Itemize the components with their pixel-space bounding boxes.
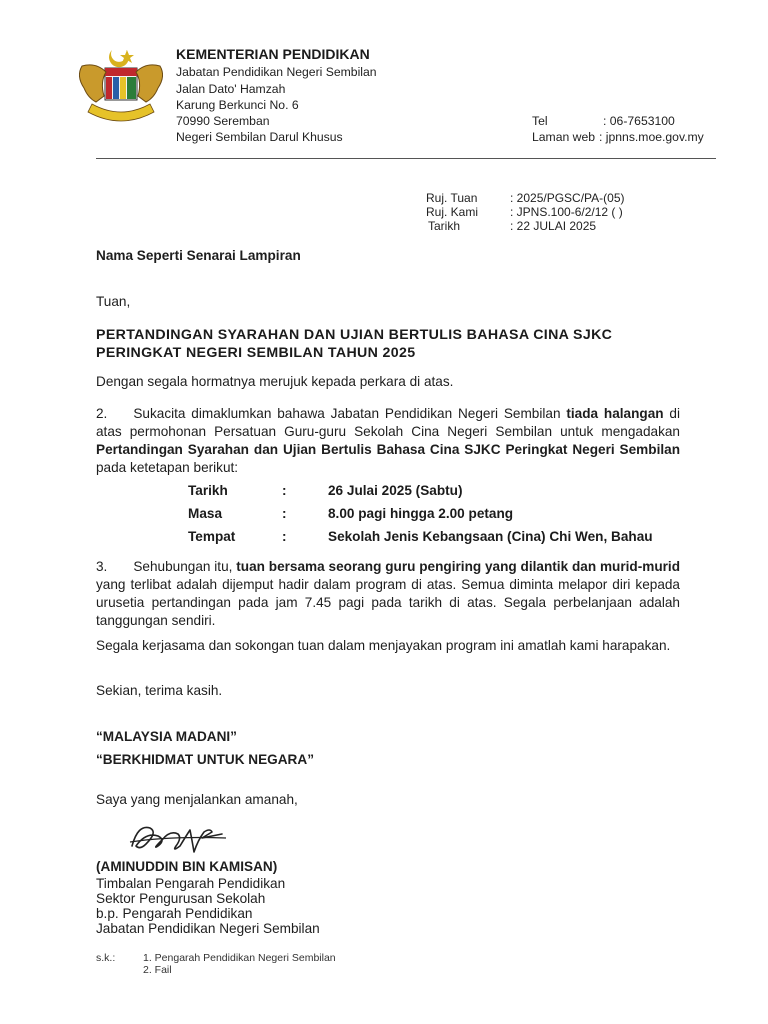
tel-value: : 06-7653100 bbox=[603, 114, 675, 128]
signatory-title: Sektor Pengurusan Sekolah bbox=[96, 891, 266, 906]
detail-label-tempat: Tempat bbox=[188, 529, 236, 544]
paragraph-4: Segala kerjasama dan sokongan tuan dalam menjayakan program ini amatlah kami harapakan. bbox=[96, 638, 671, 653]
signatory-title: Jabatan Pendidikan Negeri Sembilan bbox=[96, 921, 320, 936]
motto-1: “MALAYSIA MADANI” bbox=[96, 729, 237, 744]
detail-value-tarikh: 26 Julai 2025 (Sabtu) bbox=[328, 483, 463, 498]
address-line: 70990 Seremban bbox=[176, 114, 270, 128]
ruj-tuan-value: : 2025/PGSC/PA-(05) bbox=[510, 191, 625, 205]
ruj-kami-label: Ruj. Kami bbox=[426, 205, 479, 219]
subject-title bbox=[96, 326, 680, 362]
recipient: Nama Seperti Senarai Lampiran bbox=[96, 248, 301, 263]
tarikh-value: : 22 JULAI 2025 bbox=[510, 219, 597, 233]
web-value: : jpnns.moe.gov.my bbox=[599, 130, 704, 144]
sk-item: 1. Pengarah Pendidikan Negeri Sembilan bbox=[143, 952, 336, 964]
salutation: Tuan, bbox=[96, 294, 131, 309]
para-text: di atas permohonan Persatuan Guru-guru Sekolah Cina Negeri Sembilan untuk mengadakan bbox=[96, 406, 680, 439]
para-number: 3. bbox=[96, 559, 108, 574]
closing: Sekian, terima kasih. bbox=[96, 683, 223, 698]
paragraph-1: Dengan segala hormatnya merujuk kepada perkara di atas. bbox=[96, 374, 454, 389]
signatory-name: (AMINUDDIN BIN KAMISAN) bbox=[96, 859, 278, 874]
para-bold: tuan bersama seorang guru pengiring yang dilantik dan murid-murid bbox=[236, 559, 681, 574]
para-text: yang terlibat adalah dijemput hadir dalam program di atas. Semua diminta melapor diri kepada urusetia pertandingan pada jam 7.45 pagi pada tarikh di atas. Segala perbelanjaan adalah tanggungan sendiri. bbox=[96, 577, 680, 628]
detail-label-masa: Masa bbox=[188, 506, 223, 521]
detail-sep: : bbox=[282, 483, 287, 498]
para-bold: tiada halangan bbox=[566, 406, 664, 421]
address-line: Jabatan Pendidikan Negeri Sembilan bbox=[176, 65, 377, 79]
detail-value-tempat: Sekolah Jenis Kebangsaan (Cina) Chi Wen, Bahau bbox=[328, 529, 653, 544]
ruj-kami-value: : JPNS.100-6/2/12 ( ) bbox=[510, 205, 623, 219]
tel-label: Tel bbox=[532, 114, 548, 128]
paragraph-3 bbox=[96, 558, 680, 630]
subject-line-1: PERTANDINGAN SYARAHAN DAN UJIAN BERTULIS BAHASA CINA SJKC bbox=[96, 327, 613, 343]
paragraph-2 bbox=[96, 405, 680, 477]
address-line: Jalan Dato' Hamzah bbox=[176, 82, 286, 96]
web-label: Laman web bbox=[532, 130, 596, 144]
header-divider bbox=[96, 158, 716, 159]
signature-image bbox=[124, 812, 234, 862]
motto-2: “BERKHIDMAT UNTUK NEGARA” bbox=[96, 752, 314, 767]
ruj-tuan-label: Ruj. Tuan bbox=[426, 191, 478, 205]
signatory-title: b.p. Pengarah Pendidikan bbox=[96, 906, 253, 921]
sk-label: s.k.: bbox=[96, 952, 116, 964]
ministry-name: KEMENTERIAN PENDIDIKAN bbox=[176, 46, 370, 62]
para-text: pada ketetapan berikut: bbox=[96, 460, 239, 475]
sk-item: 2. Fail bbox=[143, 964, 172, 976]
address-line: Karung Berkunci No. 6 bbox=[176, 98, 299, 112]
trust-line: Saya yang menjalankan amanah, bbox=[96, 792, 298, 807]
para-number: 2. bbox=[96, 406, 108, 421]
address-line: Negeri Sembilan Darul Khusus bbox=[176, 130, 343, 144]
para-text: Sukacita dimaklumkan bahawa Jabatan Pendidikan Negeri Sembilan bbox=[133, 406, 567, 421]
detail-sep: : bbox=[282, 506, 287, 521]
detail-label-tarikh: Tarikh bbox=[188, 483, 228, 498]
para-bold: Pertandingan Syarahan dan Ujian Bertulis Bahasa Cina SJKC Peringkat Negeri Sembilan bbox=[96, 442, 680, 457]
detail-sep: : bbox=[282, 529, 287, 544]
signatory-title: Timbalan Pengarah Pendidikan bbox=[96, 876, 286, 891]
tarikh-label: Tarikh bbox=[428, 219, 461, 233]
para-text: Sehubungan itu, bbox=[133, 559, 237, 574]
coat-of-arms-logo bbox=[72, 46, 170, 126]
detail-value-masa: 8.00 pagi hingga 2.00 petang bbox=[328, 506, 514, 521]
subject-line-2: PERINGKAT NEGERI SEMBILAN TAHUN 2025 bbox=[96, 345, 416, 361]
